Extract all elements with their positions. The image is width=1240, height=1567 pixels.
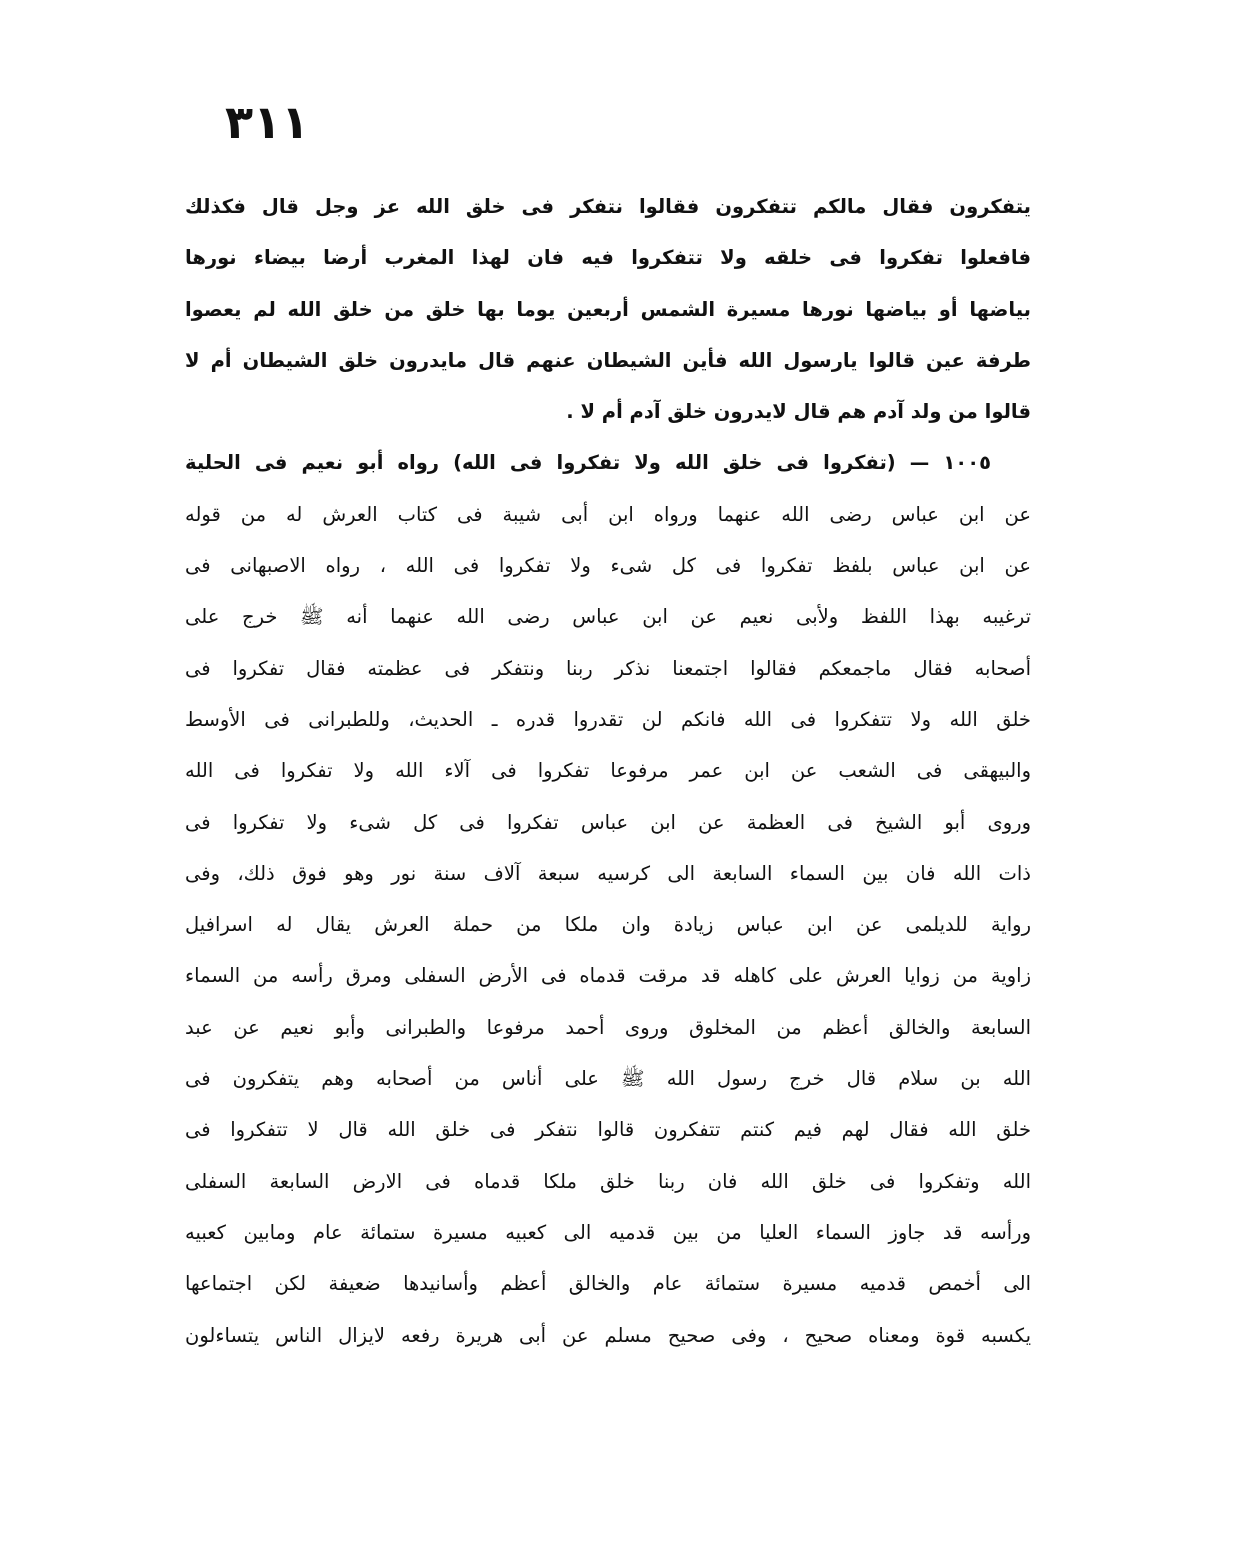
text-line-7: عن ابن عباس رضى الله عنهما ورواه ابن أبى شيبة فى كتاب العرش له من قوله	[185, 502, 1031, 526]
text-line-2: فافعلوا تفكروا فى خلقه ولا تتفكروا فيه فان لهذا المغرب أرضا بيضاء نورها	[185, 246, 1031, 270]
text-line-17: السابعة والخالق أعظم من المخلوق وروى أحمد مرفوعا والطبرانى وأبو نعيم عن عبد	[185, 1015, 1031, 1039]
hadith-heading-1005: ١٠٠٥ — (تفكروا فى خلق الله ولا تفكروا فى الله) رواه أبو نعيم فى الحلية	[185, 451, 991, 475]
text-line-16: زاوية من زوايا العرش على كاهله قد مرقت قدماه فى الأرض السفلى ومرق رأسه من السماء	[185, 964, 1031, 988]
text-line-4: طرفة عين قالوا يارسول الله فأين الشيطان عنهم قال مايدرون خلق الشيطان أم لا	[185, 348, 1031, 372]
text-line-13: وروى أبو الشيخ فى العظمة عن ابن عباس تفكروا فى كل شىء ولا تفكروا فى	[185, 810, 1031, 834]
text-line-10: أصحابه فقال ماجمعكم فقالوا اجتمعنا نذكر ربنا ونتفكر فى عظمته فقال تفكروا فى	[185, 656, 1031, 680]
text-line-22: الى أخمص قدميه مسيرة ستمائة عام والخالق أعظم وأسانيدها ضعيفة لكن اجتماعها	[185, 1272, 1031, 1296]
text-line-1: يتفكرون فقال مالكم تتفكرون فقالوا نتفكر فى خلق الله عز وجل قال فكذلك	[185, 195, 1031, 218]
text-line-18: الله بن سلام قال خرج رسول الله ﷺ على أناس من أصحابه وهم يتفكرون فى	[185, 1067, 1031, 1091]
text-line-12: والبيهقى فى الشعب عن ابن عمر مرفوعا تفكروا فى آلاء الله ولا تفكروا فى الله	[185, 759, 1031, 783]
body-text	[185, 181, 1031, 1361]
page-number: ٣١١	[225, 95, 310, 149]
text-line-3: بياضها أو بياضها نورها مسيرة الشمس أربعين يوما بها خلق من خلق الله لم يعصوا	[185, 297, 1031, 321]
text-line-9: ترغيبه بهذا اللفظ ولأبى نعيم عن ابن عباس رضى الله عنهما أنه ﷺ خرج على	[185, 605, 1031, 629]
text-line-23: يكسبه قوة ومعناه صحيح ، وفى صحيح مسلم عن أبى هريرة رفعه لايزال الناس يتساءلون	[185, 1323, 1031, 1347]
text-line-19: خلق الله فقال لهم فيم كنتم تتفكرون قالوا نتفكر فى خلق الله قال لا تتفكروا فى	[185, 1118, 1031, 1142]
text-line-21: ورأسه قد جاوز السماء العليا من بين قدميه الى كعبيه مسيرة ستمائة عام ومابين كعبيه	[185, 1220, 1031, 1244]
text-line-14: ذات الله فان بين السماء السابعة الى كرسيه سبعة آلاف سنة نور وهو فوق ذلك، وفى	[185, 861, 1031, 885]
text-line-20: الله وتفكروا فى خلق الله فان ربنا خلق ملكا قدماه فى الارض السابعة السفلى	[185, 1169, 1031, 1193]
text-line-8: عن ابن عباس بلفظ تفكروا فى كل شىء ولا تفكروا فى الله ، رواه الاصبهانى فى	[185, 554, 1031, 578]
text-line-15: رواية للديلمى عن ابن عباس زيادة وان ملكا من حملة العرش يقال له اسرافيل	[185, 913, 1031, 937]
text-line-5: قالوا من ولد آدم هم قال لايدرون خلق آدم أم لا .	[566, 400, 1031, 424]
text-line-11: خلق الله ولا تتفكروا فى الله فانكم لن تقدروا قدره ـ الحديث، وللطبرانى فى الأوسط	[185, 707, 1031, 731]
